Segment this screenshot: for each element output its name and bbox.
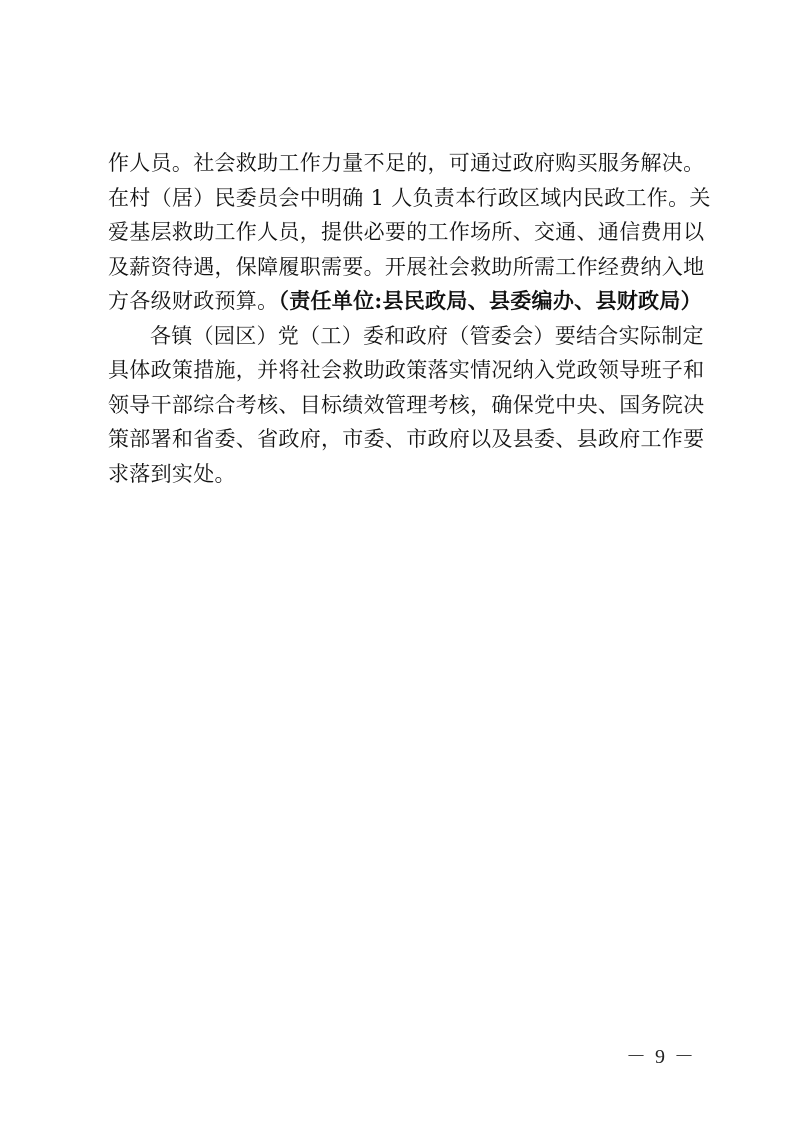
text-line: 作人员。社会救助工作力量不足的，可通过政府购买服务解决。: [108, 151, 705, 175]
paragraph-1: [108, 146, 711, 319]
text-segment: 方各级财政预算。: [108, 289, 279, 313]
text-line: 各镇（园区）党（工）委和政府（管委会）要结合实际制定: [150, 323, 704, 348]
text-line: 及薪资待遇，保障履职需要。开展社会救助所需工作经费纳入地: [108, 254, 705, 279]
text-line: 领导干部综合考核、目标绩效管理考核，确保党中央、国务院决: [108, 392, 705, 417]
text-line: 具体政策措施，并将社会救助政策落实情况纳入党政领导班子和: [108, 358, 705, 382]
text-line: 策部署和省委、省政府，市委、市政府以及县委、县政府工作要: [108, 427, 705, 451]
responsibility-note: （责任单位:县民政局、县委编办、县财政局）: [278, 288, 702, 313]
paragraph-2: [108, 319, 705, 492]
text-line: 求落到实处。: [108, 461, 236, 486]
body-text: [108, 146, 711, 491]
text-line: 爱基层救助工作人员，提供必要的工作场所、交通、通信费用以: [108, 220, 705, 244]
text-line: [108, 284, 702, 319]
page-number: － 9 －: [626, 1046, 696, 1068]
text-line: 在村（居）民委员会中明确 1 人负责本行政区域内民政工作。关: [108, 185, 711, 210]
